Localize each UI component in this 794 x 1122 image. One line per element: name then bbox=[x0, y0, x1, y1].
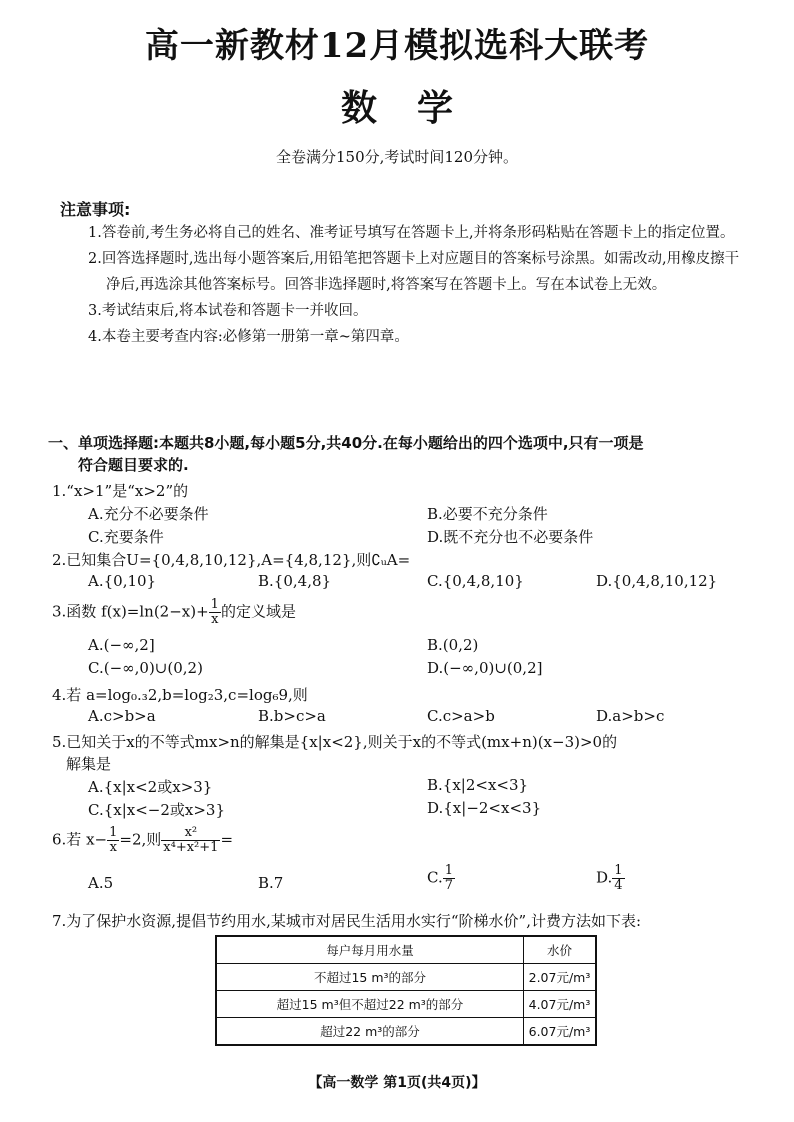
q3-frac-den: x bbox=[211, 612, 219, 627]
table-cell: 4.07元/m³ bbox=[524, 991, 597, 1018]
q6-fraction-2 bbox=[161, 826, 220, 855]
table-cell: 6.07元/m³ bbox=[524, 1018, 597, 1046]
note-item: 3.考试结束后,将本试卷和答题卡一并收回。 bbox=[88, 303, 368, 319]
q4-option-d: D.a>b>c bbox=[596, 707, 665, 725]
q6-fraction-1 bbox=[107, 826, 119, 855]
q2-option-c: C.{0,4,8,10} bbox=[427, 572, 524, 590]
q3-frac-num: 1 bbox=[210, 597, 219, 612]
question-2-stem: 2.已知集合U={0,4,8,10,12},A={4,8,12},则∁ᵤA= bbox=[52, 551, 411, 569]
q2-option-d: D.{0,4,8,10,12} bbox=[596, 572, 718, 590]
table-cell: 超过22 m³的部分 bbox=[216, 1018, 524, 1046]
q6-option-b: B.7 bbox=[258, 874, 284, 892]
q5-option-b: B.{x|2<x<3} bbox=[427, 776, 529, 794]
q1-option-d: D.既不充分也不必要条件 bbox=[427, 528, 594, 546]
q4-option-a: A.c>b>a bbox=[88, 707, 156, 725]
q6-f2-num: x² bbox=[161, 826, 220, 841]
q6-c-label: C. bbox=[427, 868, 443, 887]
q4-option-b: B.b>c>a bbox=[258, 707, 326, 725]
question-5-stem: 5.已知关于x的不等式mx>n的解集是{x|x<2},则关于x的不等式(mx+n)(x−3)>0的 bbox=[52, 733, 618, 751]
q6-d-fraction bbox=[612, 864, 624, 893]
q5-option-a: A.{x|x<2或x>3} bbox=[88, 778, 213, 796]
question-6-stem bbox=[52, 826, 233, 855]
page-footer: 【高一数学 第1页(共4页)】 bbox=[308, 1075, 486, 1091]
q1-option-b: B.必要不充分条件 bbox=[427, 505, 548, 523]
q6-f2-den: x⁴+x²+1 bbox=[163, 840, 219, 855]
table-cell: 不超过15 m³的部分 bbox=[216, 964, 524, 991]
q6-c-fraction bbox=[443, 864, 455, 893]
question-4-stem: 4.若 a=log₀.₃2,b=log₂3,c=log₆9,则 bbox=[52, 686, 308, 704]
q3-option-a: A.(−∞,2] bbox=[88, 636, 155, 654]
table-cell: 超过15 m³但不超过22 m³的部分 bbox=[216, 991, 524, 1018]
question-5-stem-cont: 解集是 bbox=[66, 755, 112, 773]
q3-stem-post: 的定义域是 bbox=[220, 602, 296, 621]
note-item: 4.本卷主要考查内容:必修第一册第一章~第四章。 bbox=[88, 329, 409, 345]
table-header-cell: 每户每月用水量 bbox=[216, 936, 524, 964]
table-row bbox=[216, 1018, 596, 1046]
q3-option-d: D.(−∞,0)∪(0,2] bbox=[427, 659, 543, 677]
note-item: 1.答卷前,考生务必将自己的姓名、准考证号填写在答题卡上,并将条形码粘贴在答题卡上的指定位置。 bbox=[88, 225, 735, 241]
q1-option-a: A.充分不必要条件 bbox=[88, 505, 209, 523]
table-header-row bbox=[216, 936, 596, 964]
q2-option-a: A.{0,10} bbox=[88, 572, 157, 590]
q6-c-num: 1 bbox=[444, 863, 453, 878]
question-7-stem: 7.为了保护水资源,提倡节约用水,某城市对居民生活用水实行“阶梯水价”,计费方法如下表: bbox=[52, 912, 642, 930]
q6-option-a: A.5 bbox=[88, 874, 114, 892]
q6-f1-num: 1 bbox=[109, 825, 118, 840]
q5-option-c: C.{x|x<−2或x>3} bbox=[88, 801, 226, 819]
q6-d-num: 1 bbox=[614, 863, 623, 878]
q6-c-den: 7 bbox=[444, 878, 453, 893]
exam-info: 全卷满分150分,考试时间120分钟。 bbox=[275, 148, 519, 166]
section-line-1: 一、单项选择题:本题共8小题,每小题5分,共40分.在每小题给出的四个选项中,只有一项是 bbox=[48, 434, 644, 452]
subject-title: 数学 bbox=[340, 87, 493, 129]
q5-option-d: D.{x|−2<x<3} bbox=[427, 799, 542, 817]
table-row bbox=[216, 964, 596, 991]
table-cell: 2.07元/m³ bbox=[524, 964, 597, 991]
question-3-stem bbox=[52, 598, 296, 627]
q6-stem-pre: 6.若 x− bbox=[52, 830, 108, 849]
question-1-stem: 1.“x>1”是“x>2”的 bbox=[52, 482, 189, 500]
exam-title: 高一新教材12月模拟选科大联考 bbox=[144, 26, 650, 66]
notes-list bbox=[88, 220, 748, 350]
q4-option-c: C.c>a>b bbox=[427, 707, 495, 725]
q6-stem-post: = bbox=[220, 830, 234, 849]
q1-option-c: C.充要条件 bbox=[88, 528, 164, 546]
q6-d-label: D. bbox=[596, 868, 613, 887]
q6-f1-den: x bbox=[109, 840, 117, 855]
section-line-2: 符合题目要求的. bbox=[78, 456, 189, 474]
section-heading bbox=[48, 432, 758, 476]
q3-stem-pre: 3.函数 f(x)=ln(2−x)+ bbox=[52, 602, 209, 621]
q2-option-b: B.{0,4,8} bbox=[258, 572, 332, 590]
water-price-table bbox=[215, 935, 597, 1046]
q3-option-b: B.(0,2) bbox=[427, 636, 479, 654]
notes-heading: 注意事项: bbox=[60, 200, 131, 219]
q6-d-den: 4 bbox=[614, 878, 623, 893]
q6-option-c bbox=[427, 864, 455, 893]
table-row bbox=[216, 991, 596, 1018]
note-item: 2.回答选择题时,选出每小题答案后,用铅笔把答题卡上对应题目的答案标号涂黑。如需改动,用橡皮擦干净后,再选涂其他答案标号。回答非选择题时,将答案写在答题卡上。写在本试卷上无效。 bbox=[88, 251, 740, 293]
table-header-cell: 水价 bbox=[524, 936, 597, 964]
q3-fraction bbox=[209, 598, 221, 627]
q6-stem-mid: =2,则 bbox=[119, 830, 162, 849]
q3-option-c: C.(−∞,0)∪(0,2) bbox=[88, 659, 203, 677]
q6-option-d bbox=[596, 864, 625, 893]
